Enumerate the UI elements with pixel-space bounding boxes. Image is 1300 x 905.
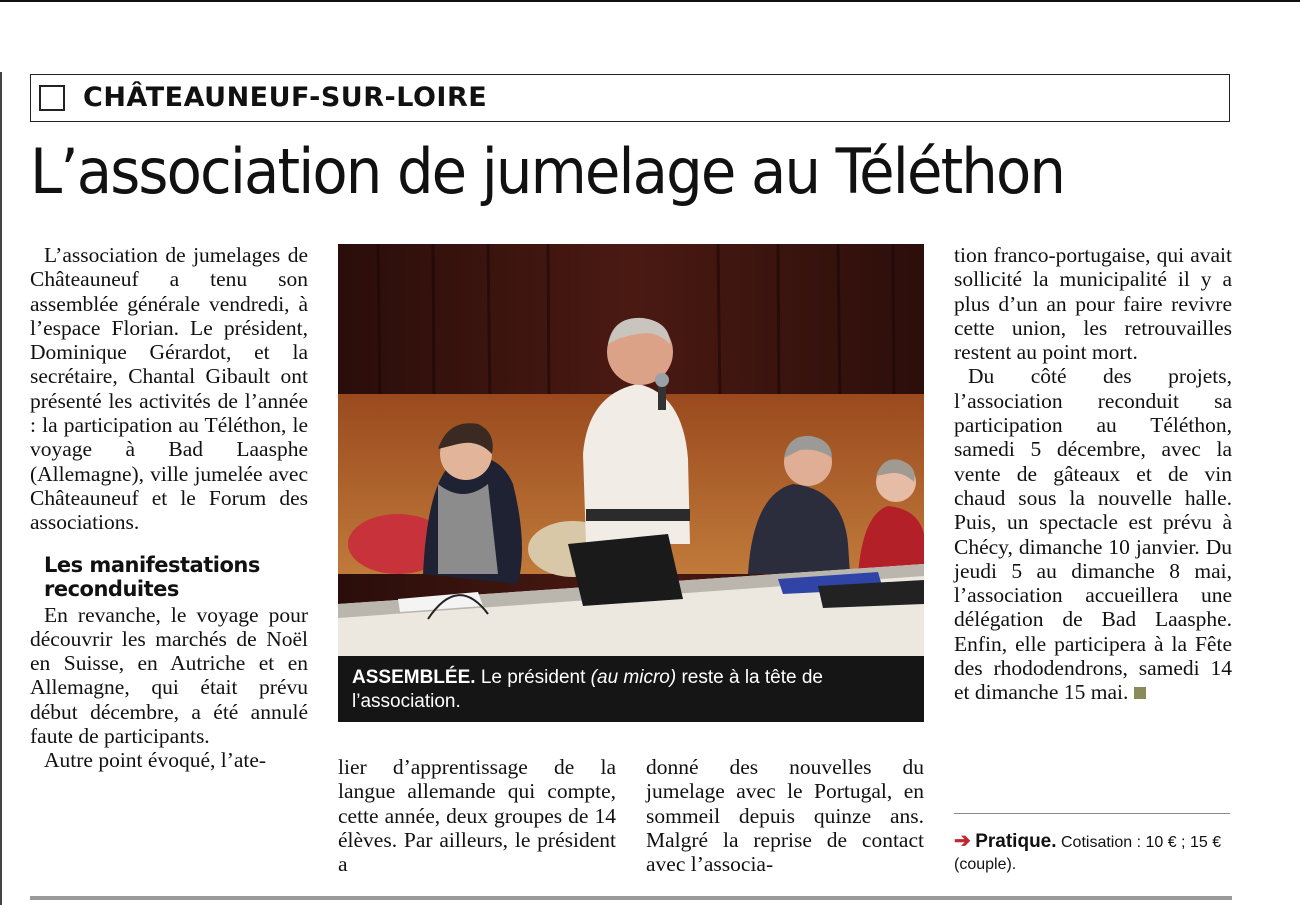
paragraph: tion franco-portugaise, qui avait sollicité la municipalité il y a plus d’un an pour faire revivre cette union, les retrouvailles restent au point mort. <box>954 243 1232 365</box>
paragraph: L’association de jumelages de Châteauneuf a tenu son assemblée générale vendredi, à l’espace Florian. Le président, Dominique Gérardot, et la secrétaire, Chantal Gibault ont présenté les activités de l’année : la participation au Téléthon, le voyage à Bad Laasphe (Allemagne), ville jumelée avec Châteauneuf et le Forum des associations. <box>30 243 308 535</box>
end-of-article-icon <box>1134 687 1146 699</box>
caption-lead: ASSEMBLÉE. <box>352 667 476 688</box>
caption-italic: (au micro) <box>590 667 677 688</box>
pratique-box <box>954 830 1230 876</box>
pratique-label: Pratique. <box>975 831 1057 852</box>
article-headline: L’association de jumelage au Téléthon <box>30 135 1065 208</box>
paragraph: lier d’apprentissage de la langue allemande qui compte, cette année, deux groupes de 14 élèves. Par ailleurs, le président a <box>338 755 616 877</box>
left-margin-rule <box>0 72 2 905</box>
photo-caption <box>338 656 924 722</box>
pratique-separator <box>954 813 1230 814</box>
pratique-text: Cotisation : 10 € ; 15 € (couple). <box>954 834 1222 873</box>
caption-text-end: reste à la tête de l’association. <box>352 667 824 712</box>
meeting-photo-illustration <box>338 244 924 656</box>
paragraph <box>954 364 1232 704</box>
bottom-rule <box>30 896 1232 900</box>
paragraph-text: Du côté des projets, l’association reconduit sa participation au Téléthon, samedi 5 décembre, avec la vente de gâteaux et de vin chaud sous la nouvelle halle. Puis, un spectacle est prévu à Chécy, dimanche 10 janvier. Du jeudi 5 au dimanche 8 mai, l’association accueillera une délégation de Bad Laasphe. Enfin, elle participera à la Fête des rhododendrons, samedi 14 et dimanche 15 mai. <box>954 364 1232 705</box>
caption-text: Le président <box>480 667 586 688</box>
arrow-right-icon: ➔ <box>954 830 971 852</box>
section-subhead: Les manifestations reconduites <box>44 552 260 601</box>
paragraph: En revanche, le voyage pour découvrir les marchés de Noël en Suisse, en Autriche et en Allemagne, qui était prévu début décembre, a été annulé faute de participants. <box>30 602 308 749</box>
kicker-box <box>30 74 1230 122</box>
paragraph: donné des nouvelles du jumelage avec le Portugal, en sommeil depuis quinze ans. Malgré la reprise de contact avec l’associa- <box>646 755 924 877</box>
article-column-1 <box>30 243 308 773</box>
top-rule <box>0 0 1300 2</box>
paragraph: Autre point évoqué, l’ate- <box>44 748 267 773</box>
article-column-4 <box>954 243 1232 705</box>
article-photo <box>338 244 924 656</box>
kicker-square-icon <box>39 85 65 111</box>
kicker-location: CHÂTEAUNEUF-SUR-LOIRE <box>83 82 488 113</box>
article-column-3 <box>646 755 924 876</box>
article-column-2 <box>338 755 616 876</box>
